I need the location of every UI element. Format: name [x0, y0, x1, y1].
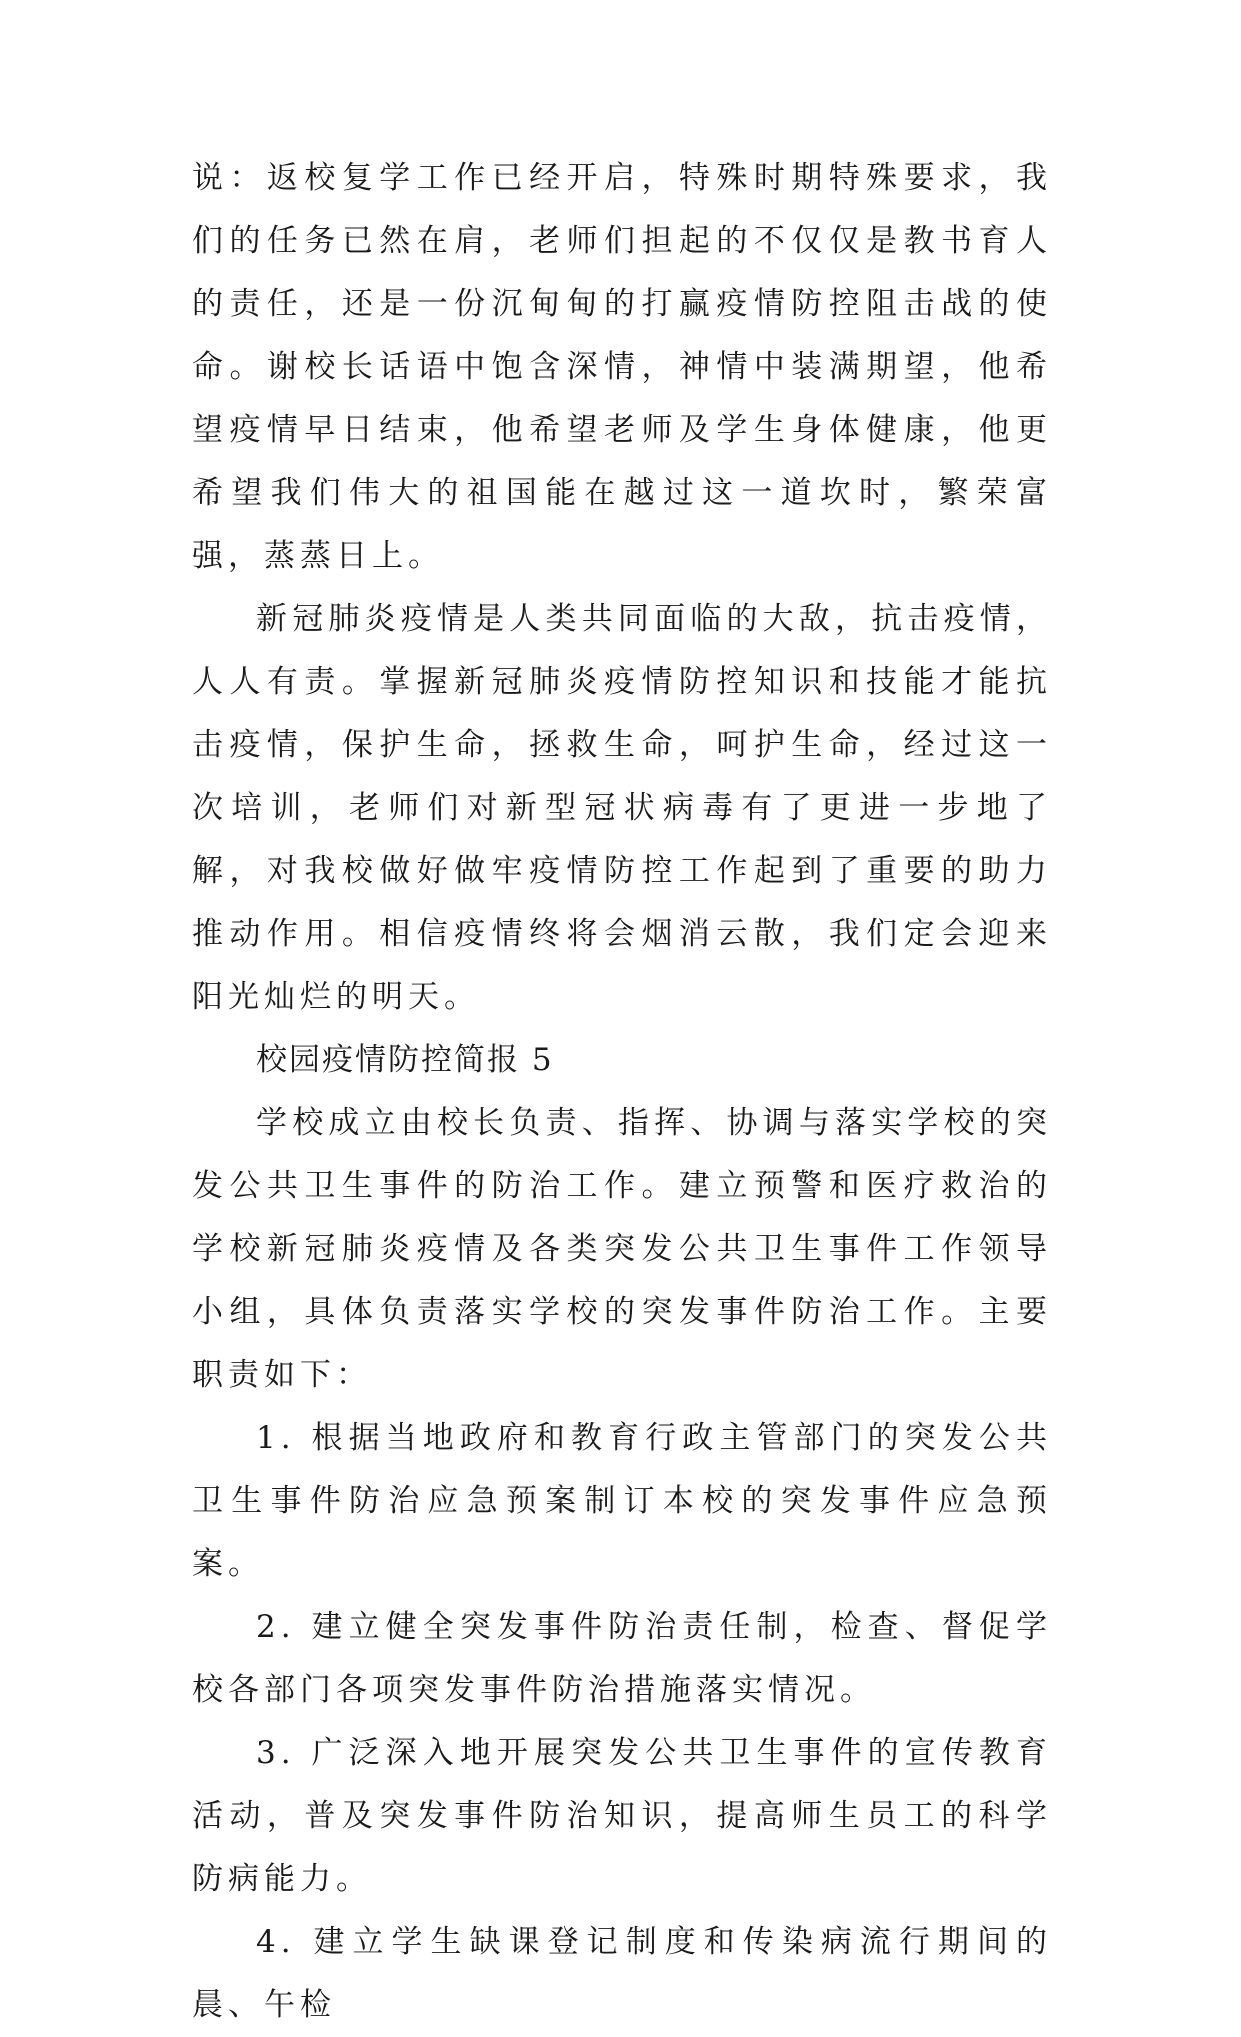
list-item-2: 2. 建立健全突发事件防治责任制，检查、督促学校各部门各项突发事件防治措施落实情况。: [192, 1609, 1052, 1708]
list-item-4: 4. 建立学生缺课登记制度和传染病流行期间的晨、午检: [192, 1924, 1052, 2023]
section-heading: 校园疫情防控简报 5: [256, 1042, 554, 1078]
paragraph-epidemic-enemy: 新冠肺炎疫情是人类共同面临的大敌，抗击疫情，人人有责。掌握新冠肺炎疫情防控知识和技能才能抗击疫情，保护生命，拯救生命，呵护生命，经过这一次培训，老师们对新型冠状病毒有了更进一步地了解，对我校做好做牢疫情防控工作起到了重要的助力推动作用。相信疫情终将会烟消云散，我们定会迎来阳光灿烂的明天。: [192, 601, 1052, 1015]
paragraph-continuation: 说：返校复学工作已经开启，特殊时期特殊要求，我们的任务已然在肩，老师们担起的不仅仅是教书育人的责任，还是一份沉甸甸的打赢疫情防控阻击战的使命。谢校长话语中饱含深情，神情中装满期望，他希望疫情早日结束，他希望老师及学生身体健康，他更希望我们伟大的祖国能在越过这一道坎时，繁荣富强，蒸蒸日上。: [192, 160, 1052, 574]
list-item-1: 1. 根据当地政府和教育行政主管部门的突发公共卫生事件防治应急预案制订本校的突发事件应急预案。: [192, 1420, 1052, 1582]
paragraph-school-leadership: 学校成立由校长负责、指挥、协调与落实学校的突发公共卫生事件的防治工作。建立预警和医疗救治的学校新冠肺炎疫情及各类突发公共卫生事件工作领导小组，具体负责落实学校的突发事件防治工作。主要职责如下：: [192, 1105, 1052, 1393]
list-item-3: 3. 广泛深入地开展突发公共卫生事件的宣传教育活动，普及突发事件防治知识，提高师生员工的科学防病能力。: [192, 1735, 1052, 1897]
